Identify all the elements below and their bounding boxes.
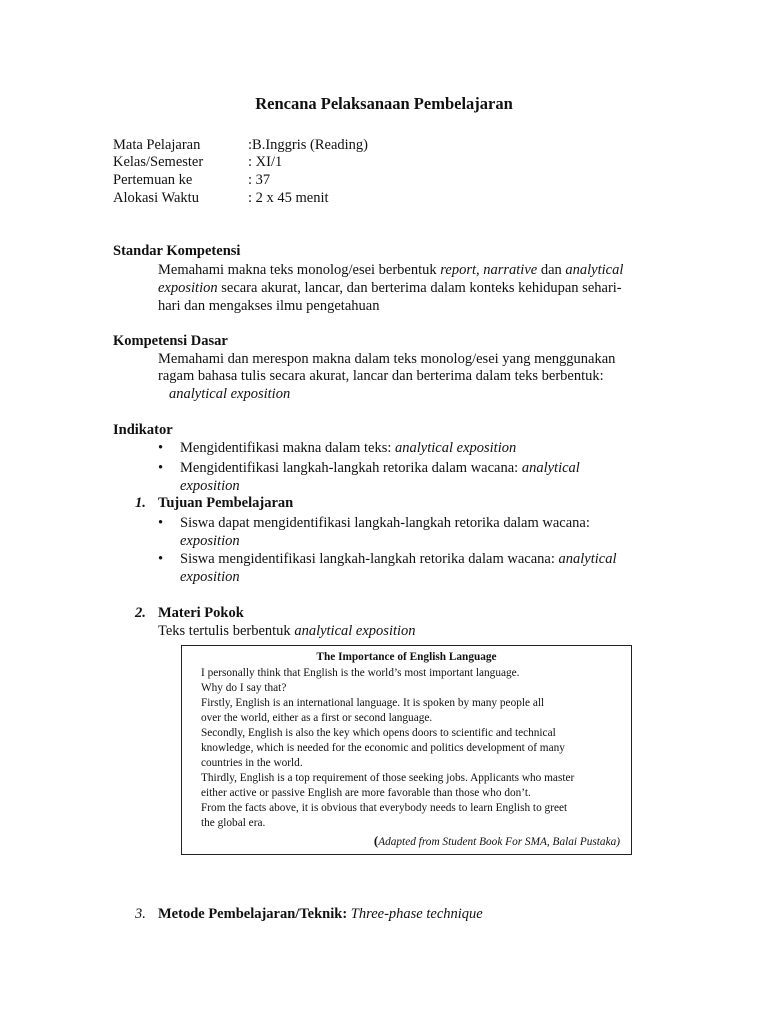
materi-heading: Materi Pokok	[158, 605, 244, 621]
indikator-item-1	[180, 439, 516, 457]
metode-heading: Metode Pembelajaran/Teknik:	[158, 906, 351, 922]
standar-kompetensi-heading: Standar Kompetensi	[113, 243, 241, 259]
tujuan-item-1-cont: exposition	[180, 533, 240, 549]
reading-text-line: countries in the world.	[201, 757, 303, 769]
reading-text-line: Secondly, English is also the key which opens doors to scientific and technical	[201, 727, 556, 739]
tujuan-text: Siswa mengidentifikasi langkah-langkah retorika dalam wacana:	[180, 551, 559, 567]
tujuan-heading: Tujuan Pembelajaran	[158, 495, 294, 511]
tujuan-text-italic: analytical	[558, 551, 617, 567]
info-label-mata-pelajaran: Mata Pelajaran	[113, 137, 201, 153]
tujuan-number: 1.	[135, 495, 146, 511]
standar-text-italic: exposition	[158, 280, 218, 296]
indikator-heading: Indikator	[113, 422, 173, 438]
info-label-alokasi-waktu: Alokasi Waktu	[113, 190, 199, 206]
indikator-text-italic: analytical	[521, 460, 580, 476]
reading-text-box	[181, 645, 632, 855]
reading-text-line: I personally think that English is the world’s most important language.	[201, 667, 520, 679]
kompetensi-dasar-line-3: analytical exposition	[169, 386, 291, 402]
indikator-text: Mengidentifikasi langkah-langkah retorika dalam wacana:	[180, 460, 522, 476]
info-label-kelas-semester: Kelas/Semester	[113, 154, 204, 170]
info-value-kelas-semester: : XI/1	[248, 154, 283, 170]
citation-open-paren: (	[373, 833, 379, 848]
standar-text: secara akurat, lancar, dan berterima dalam konteks kehidupan sehari-	[217, 280, 622, 296]
bullet-icon: •	[158, 460, 164, 476]
reading-text-line: either active or passive English are more favorable than those who don’t.	[201, 787, 531, 799]
kompetensi-dasar-heading: Kompetensi Dasar	[113, 333, 228, 349]
info-value-mata-pelajaran: :B.Inggris (Reading)	[248, 137, 369, 153]
materi-text	[158, 622, 416, 640]
reading-text-line: Firstly, English is an international language. It is spoken by many people all	[201, 697, 545, 709]
metode-value: Three-phase technique	[350, 906, 483, 922]
reading-text-line: knowledge, which is needed for the economic and politics development of many	[201, 742, 565, 754]
reading-text-line: From the facts above, it is obvious that everybody needs to learn English to greet	[201, 802, 568, 814]
indikator-text: Mengidentifikasi makna dalam teks:	[180, 440, 396, 456]
tujuan-item-2-cont: exposition	[180, 569, 240, 585]
reading-text-title: The Importance of English Language	[316, 651, 497, 663]
bullet-icon: •	[158, 551, 164, 567]
citation-text: Adapted from Student Book For SMA, Balai Pustaka)	[378, 836, 620, 848]
metode-number: 3.	[135, 906, 146, 922]
info-value-pertemuan: : 37	[248, 172, 271, 188]
reading-text-line: Thirdly, English is a top requirement of those seeking jobs. Applicants who master	[201, 772, 575, 784]
standar-kompetensi-line-2	[158, 279, 622, 297]
materi-text-italic: analytical exposition	[294, 623, 416, 639]
indikator-item-2-cont: exposition	[180, 478, 240, 494]
info-value-alokasi-waktu: : 2 x 45 menit	[248, 190, 329, 206]
standar-kompetensi-line-1	[158, 261, 623, 279]
reading-text-line: Why do I say that?	[201, 682, 287, 694]
standar-text-italic: report, narrative	[440, 262, 538, 278]
reading-text-citation	[374, 833, 620, 850]
standar-text: Memahami makna teks monolog/esei berbentuk	[158, 262, 441, 278]
bullet-icon: •	[158, 440, 164, 456]
indikator-text-italic: analytical exposition	[395, 440, 517, 456]
standar-text: dan	[537, 262, 566, 278]
reading-text-line: over the world, either as a first or second language.	[201, 712, 433, 724]
info-label-pertemuan: Pertemuan ke	[113, 172, 193, 188]
indikator-item-2	[180, 459, 580, 477]
metode-line	[158, 905, 483, 923]
tujuan-item-2	[180, 550, 616, 568]
reading-text-line: the global era.	[201, 817, 266, 829]
document-title: Rencana Pelaksanaan Pembelajaran	[255, 94, 513, 113]
standar-text-italic: analytical	[565, 262, 624, 278]
kompetensi-dasar-line-2: ragam bahasa tulis secara akurat, lancar dan berterima dalam teks berbentuk:	[158, 368, 604, 384]
materi-text-plain: Teks tertulis berbentuk	[158, 623, 295, 639]
materi-number: 2.	[135, 605, 146, 621]
bullet-icon: •	[158, 515, 164, 531]
standar-kompetensi-line-3: hari dan mengakses ilmu pengetahuan	[158, 298, 380, 314]
tujuan-item-1: Siswa dapat mengidentifikasi langkah-langkah retorika dalam wacana:	[180, 515, 590, 531]
kompetensi-dasar-line-1: Memahami dan merespon makna dalam teks monolog/esei yang menggunakan	[158, 351, 616, 367]
